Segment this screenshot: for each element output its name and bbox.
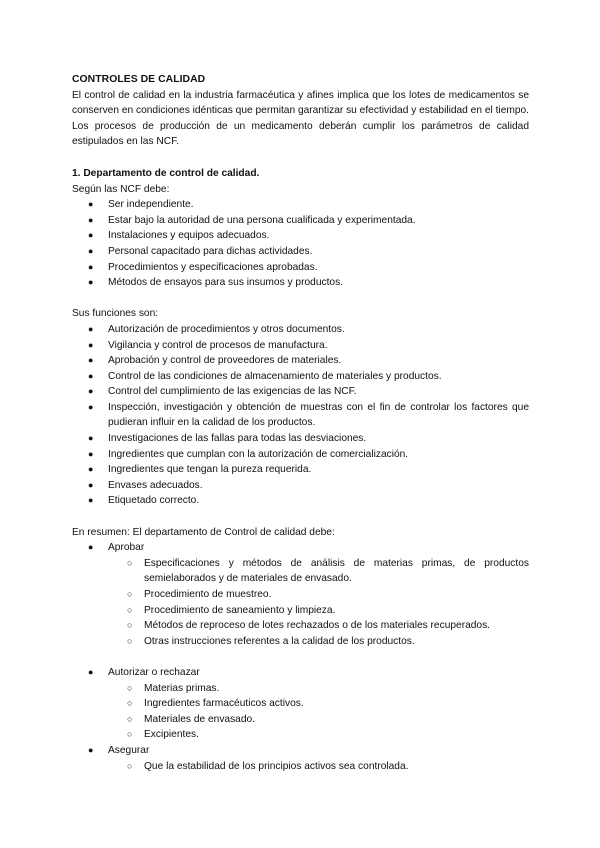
list-item: ● Investigaciones de las fallas para todas las desviaciones. (72, 431, 529, 447)
approve-sublist (72, 556, 529, 650)
list-item: ● Autorización de procedimientos y otros documentos. (72, 322, 529, 338)
document-title: CONTROLES DE CALIDAD (72, 74, 206, 85)
bullet-dot-icon: ● (88, 386, 94, 397)
bullet-dot-icon: ● (88, 370, 94, 381)
list-item: ● Ingredientes que tengan la pureza requerida. (72, 462, 529, 478)
list-item: ● Personal capacitado para dichas actividades. (72, 244, 529, 260)
summary-list (72, 665, 529, 681)
summary-list (72, 743, 529, 759)
section-heading-quality-dept: 1. Departamento de control de calidad. (72, 167, 260, 179)
list-item: ● Ser independiente. (72, 197, 529, 213)
bullet-circle-icon: ○ (127, 557, 133, 568)
bullet-circle-icon: ○ (127, 604, 133, 615)
list-item: ● Inspección, investigación y obtención de muestras con el fin de controlar los factores que pudieran influir en la calidad de los productos. (88, 401, 529, 429)
sublist-item: ○ Procedimiento de muestreo. (72, 587, 529, 603)
bullet-dot-icon: ● (88, 479, 94, 490)
summary-list (72, 540, 529, 556)
bullet-circle-icon: ○ (127, 682, 133, 693)
list-item: ● Control del cumplimiento de las exigencias de las NCF. (72, 384, 529, 400)
list-item: ● Estar bajo la autoridad de una persona cualificada y experimentada. (72, 213, 529, 229)
sublist-item: ○ Ingredientes farmacéuticos activos. (72, 696, 529, 712)
list-item: ● Ingredientes que cumplan con la autorización de comercialización. (72, 447, 529, 463)
spacer (72, 291, 529, 307)
sublist-item: ○ Materias primas. (72, 681, 529, 697)
sublist-item: ○ Procedimiento de saneamiento y limpieza. (72, 603, 529, 619)
sublist-item: ○ Materiales de envasado. (72, 712, 529, 728)
sublist-item: ○ Especificaciones y métodos de análisis de materias primas, de productos semielaborados y de materiales de envasado. (127, 557, 529, 585)
bullet-circle-icon: ○ (127, 620, 133, 631)
functions-lead: Sus funciones son: (72, 308, 159, 320)
sublist-item: ○ Excipientes. (72, 727, 529, 743)
bullet-dot-icon: ● (88, 401, 94, 412)
summary-lead: En resumen: El departamento de Control de calidad debe: (72, 526, 335, 538)
summary-group-ensure: ● Asegurar (72, 743, 529, 759)
authorize-sublist (72, 681, 529, 743)
bullet-dot-icon: ● (88, 199, 94, 210)
section-lead: Según las NCF debe: (72, 183, 170, 195)
bullet-dot-icon: ● (88, 277, 94, 288)
list-item: ● Vigilancia y control de procesos de manufactura. (72, 338, 529, 354)
bullet-dot-icon: ● (88, 230, 94, 241)
list-item: ● Aprobación y control de proveedores de materiales. (72, 353, 529, 369)
list-item: ● Instalaciones y equipos adecuados. (72, 228, 529, 244)
spacer (72, 509, 529, 525)
bullet-circle-icon: ○ (127, 729, 133, 740)
requirements-list (72, 197, 529, 291)
bullet-dot-icon: ● (88, 464, 94, 475)
summary-group-authorize: ● Autorizar o rechazar (72, 665, 529, 681)
bullet-circle-icon: ○ (127, 760, 133, 771)
bullet-dot-icon: ● (88, 744, 94, 755)
bullet-dot-icon: ● (88, 245, 94, 256)
bullet-dot-icon: ● (88, 323, 94, 334)
intro-paragraph: El control de calidad en la industria farmacéutica y afines implica que los lotes de medicamentos se conserven en condiciones idénticas que permitan garantizar su efectividad y estabilidad en el tiempo. Los procesos de producción de un medicamento deberán cumplir los parámetros de calidad estipulados en las NCF. (72, 89, 530, 148)
bullet-dot-icon: ● (88, 339, 94, 350)
bullet-circle-icon: ○ (127, 713, 133, 724)
summary-group-approve: ● Aprobar (72, 540, 529, 556)
sublist-item: ○ Que la estabilidad de los principios activos sea controlada. (72, 759, 529, 775)
bullet-dot-icon: ● (88, 261, 94, 272)
bullet-dot-icon: ● (88, 542, 94, 553)
sublist-item: ○ Otras instrucciones referentes a la calidad de los productos. (72, 634, 529, 650)
document-body (72, 72, 529, 774)
ensure-sublist (72, 759, 529, 775)
bullet-dot-icon: ● (88, 666, 94, 677)
bullet-circle-icon: ○ (127, 635, 133, 646)
sublist-item: ○ Métodos de reproceso de lotes rechazados o de los materiales recuperados. (72, 618, 529, 634)
list-item: ● Control de las condiciones de almacenamiento de materiales y productos. (72, 369, 529, 385)
list-item: ● Procedimientos y especificaciones aprobadas. (72, 260, 529, 276)
bullet-circle-icon: ○ (127, 589, 133, 599)
bullet-dot-icon: ● (88, 355, 94, 366)
list-item: ● Envases adecuados. (72, 478, 529, 494)
bullet-dot-icon: ● (88, 214, 94, 225)
bullet-dot-icon: ● (88, 448, 94, 459)
bullet-dot-icon: ● (88, 495, 94, 506)
bullet-dot-icon: ● (88, 433, 94, 444)
spacer (72, 649, 529, 665)
bullet-circle-icon: ○ (127, 698, 133, 709)
list-item: ● Etiquetado correcto. (72, 493, 529, 509)
functions-list (72, 322, 529, 509)
list-item: ● Métodos de ensayos para sus insumos y productos. (72, 275, 529, 291)
